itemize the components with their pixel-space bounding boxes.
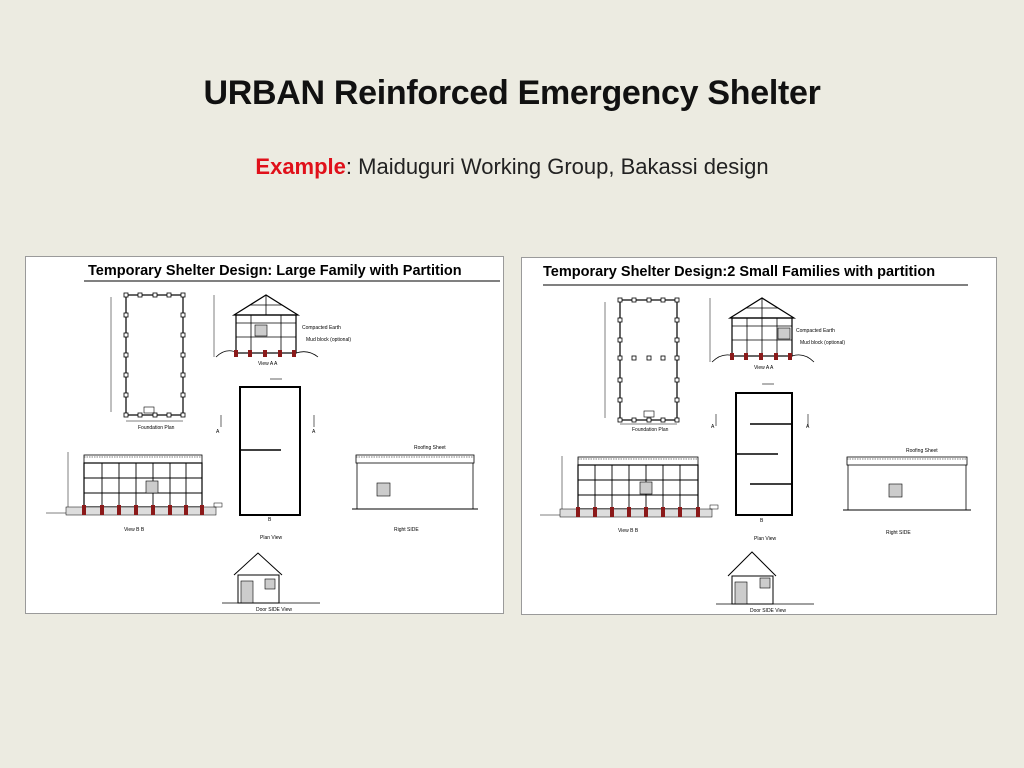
view-bb-label: View B B	[618, 528, 639, 534]
plan-view-label: Plan View	[754, 536, 777, 542]
view-aa	[214, 295, 351, 367]
plan-view	[711, 384, 810, 542]
drawing-sheet	[522, 258, 996, 614]
door-side-view	[716, 552, 814, 614]
plan-view	[216, 379, 316, 541]
right-side-label: Right SIDE	[886, 530, 911, 536]
view-bb	[46, 452, 222, 533]
drawing-panel-large-family	[25, 256, 504, 614]
label-mud: Mud block (optional)	[306, 337, 352, 343]
drawing-sheet	[26, 257, 503, 613]
plan-marker-a-left: A	[216, 429, 220, 435]
plan-marker-b: B	[268, 517, 272, 523]
plan-marker-a-left: A	[711, 424, 715, 430]
door-side-label: Door SIDE View	[256, 607, 293, 613]
slide-subtitle	[0, 154, 1024, 180]
subtitle-highlight: Example	[255, 154, 346, 179]
foundation-plan-label: Foundation Plan	[632, 427, 669, 433]
right-side-label: Right SIDE	[394, 527, 419, 533]
drawing-title: Temporary Shelter Design: Large Family with Partition	[88, 263, 462, 279]
view-aa-label: View A A	[754, 365, 774, 371]
label-compacted: Compacted Earth	[302, 325, 341, 331]
door-side-label: Door SIDE View	[750, 608, 787, 614]
plan-view-label: Plan View	[260, 535, 283, 541]
door-side-view	[222, 553, 320, 613]
view-aa-label: View A A	[258, 361, 278, 367]
drawing-title: Temporary Shelter Design:2 Small Families with partition	[543, 264, 936, 280]
view-aa	[710, 298, 845, 371]
plan-marker-b: B	[760, 518, 764, 524]
label-roofing: Roofing Sheet	[906, 448, 938, 454]
right-side-view	[843, 448, 971, 536]
view-bb-label: View B B	[124, 527, 145, 533]
plan-marker-a-right: A	[806, 424, 810, 430]
label-compacted: Compacted Earth	[796, 328, 835, 334]
drawing-panel-two-families	[521, 257, 997, 615]
label-mud: Mud block (optional)	[800, 340, 846, 346]
foundation-plan	[111, 293, 185, 431]
label-roofing: Roofing Sheet	[414, 445, 446, 451]
foundation-plan-label: Foundation Plan	[138, 425, 175, 431]
view-bb	[540, 456, 718, 534]
foundation-plan	[605, 298, 679, 433]
slide-title: URBAN Reinforced Emergency Shelter	[203, 74, 821, 112]
subtitle-rest: : Maiduguri Working Group, Bakassi design	[345, 154, 769, 179]
right-side-view	[352, 445, 478, 533]
plan-marker-a-right: A	[312, 429, 316, 435]
